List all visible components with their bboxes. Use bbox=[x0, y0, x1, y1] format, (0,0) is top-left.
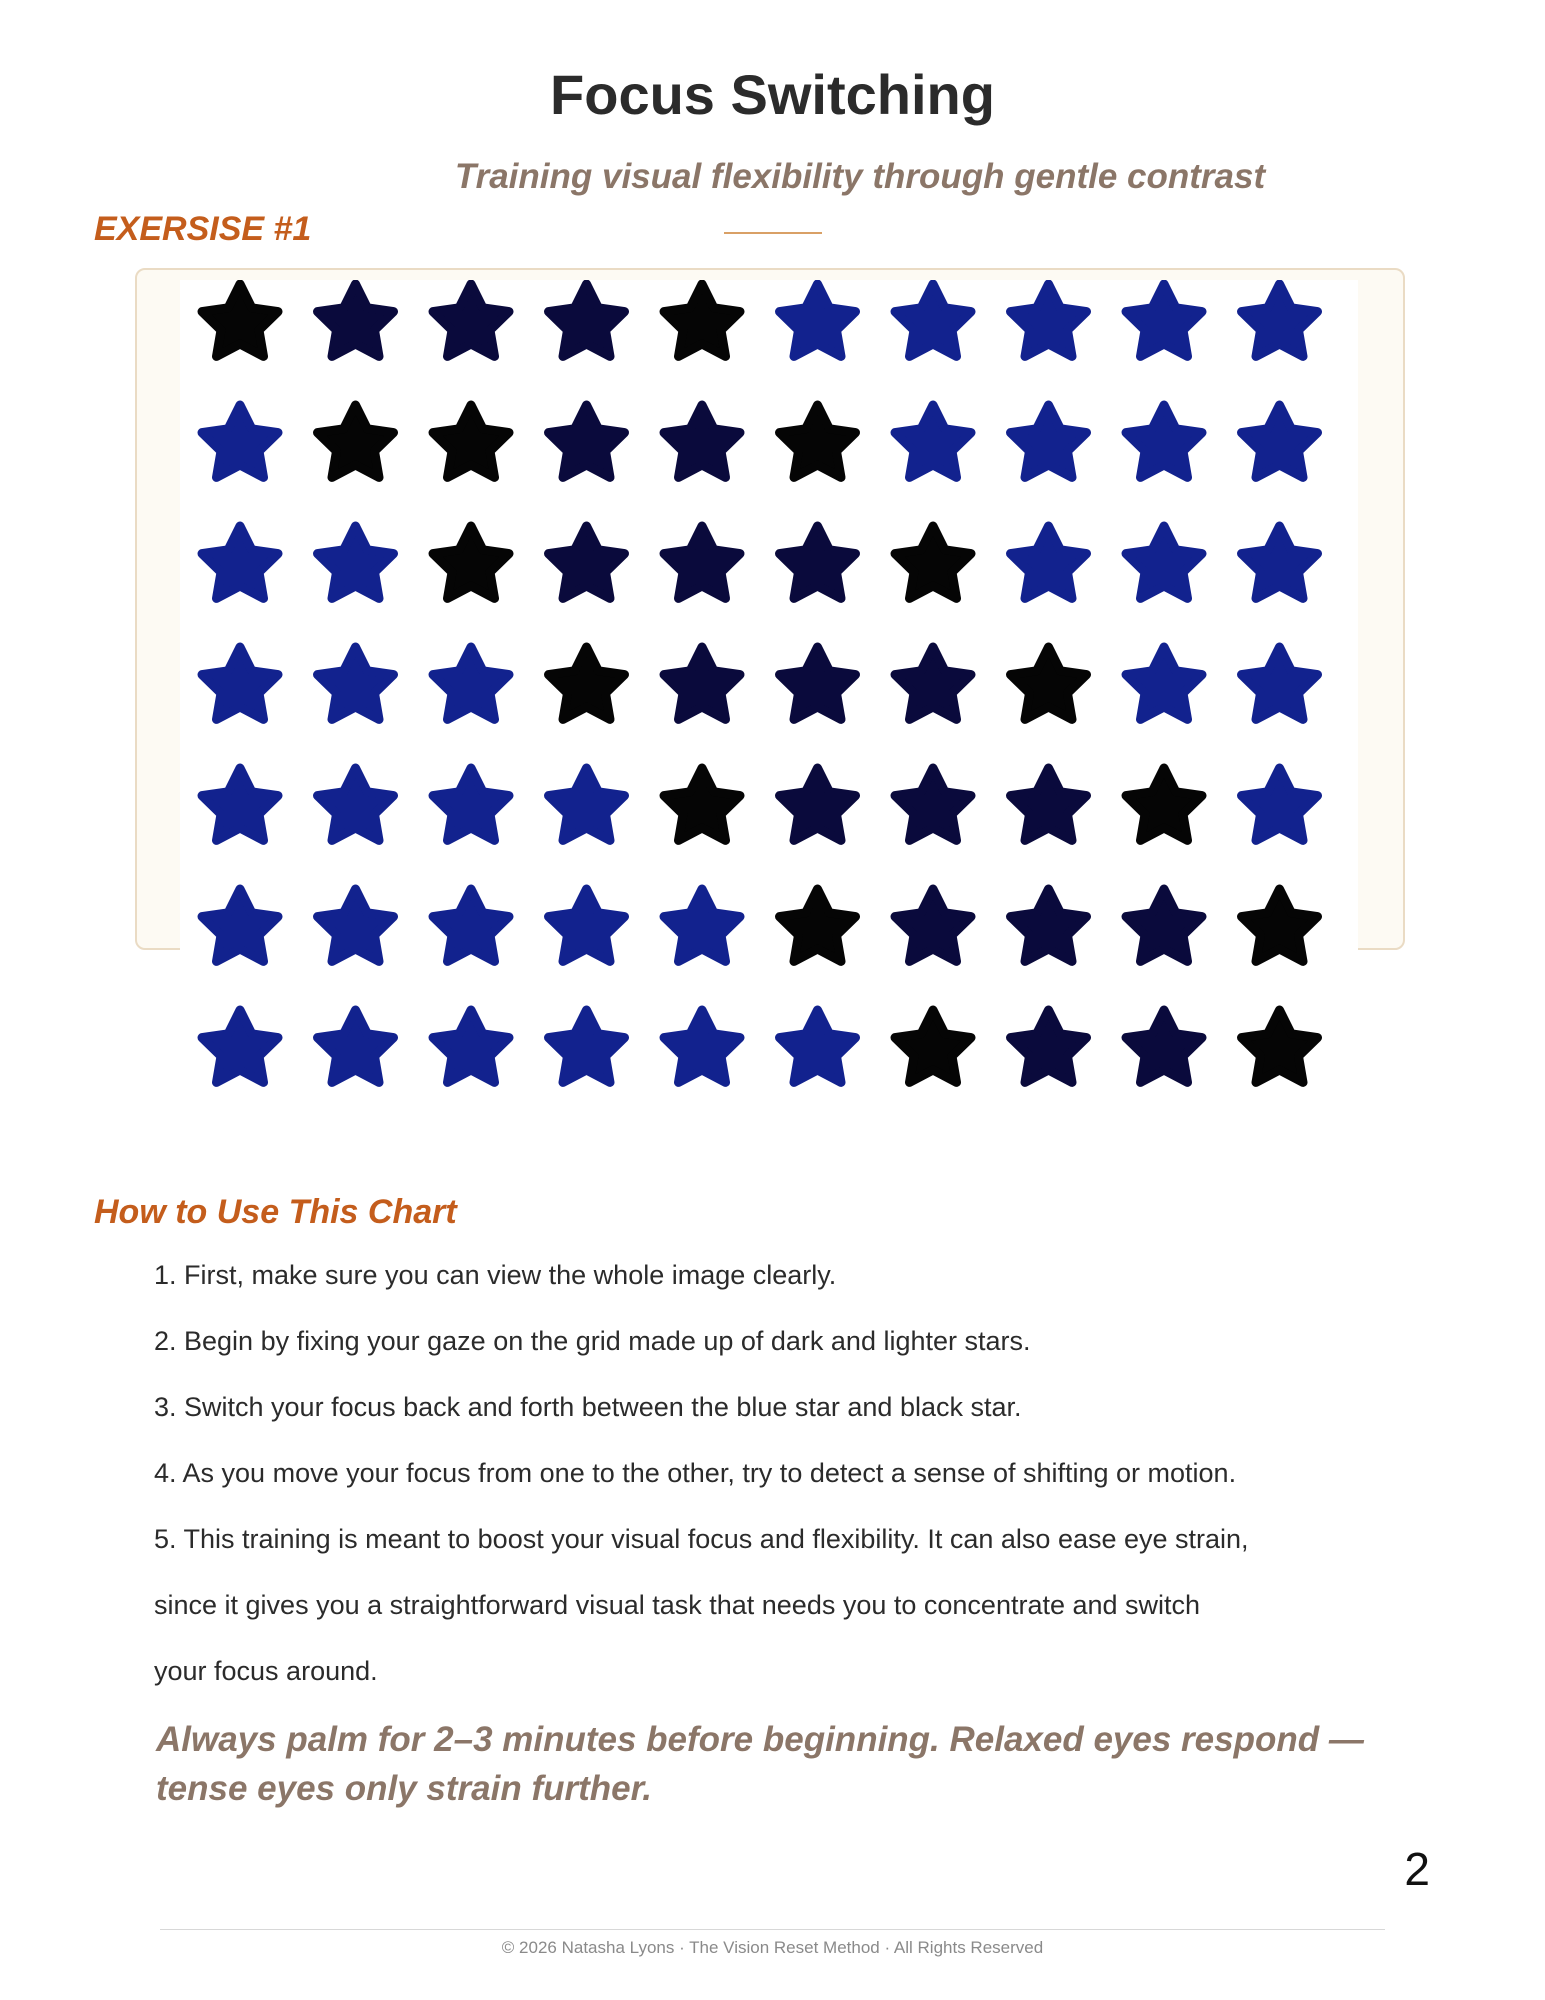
star-black bbox=[664, 284, 740, 356]
star-blue bbox=[895, 405, 971, 477]
star-blue bbox=[202, 405, 278, 477]
star-blue bbox=[202, 647, 278, 719]
star-black bbox=[1011, 647, 1087, 719]
star-blue bbox=[1126, 284, 1202, 356]
star-blue bbox=[318, 768, 394, 840]
star-blue bbox=[202, 889, 278, 961]
star-blue bbox=[1242, 284, 1318, 356]
star-blue bbox=[318, 889, 394, 961]
star-black bbox=[895, 1010, 971, 1082]
star-blue bbox=[1242, 526, 1318, 598]
star-navy bbox=[549, 284, 625, 356]
instructions-heading: How to Use This Chart bbox=[94, 1193, 457, 1231]
star-blue bbox=[549, 768, 625, 840]
page-number: 2 bbox=[1404, 1843, 1430, 1895]
star-blue bbox=[202, 526, 278, 598]
star-blue bbox=[549, 1010, 625, 1082]
copyright-footer: © 2026 Natasha Lyons · The Vision Reset Method · All Rights Reserved bbox=[501, 1938, 1044, 1957]
star-navy bbox=[895, 647, 971, 719]
star-blue bbox=[318, 526, 394, 598]
star-black bbox=[895, 526, 971, 598]
star-navy bbox=[780, 768, 856, 840]
star-navy bbox=[895, 889, 971, 961]
star-navy bbox=[1011, 889, 1087, 961]
star-black bbox=[202, 284, 278, 356]
instruction-step: 4. As you move your focus from one to the other, try to detect a sense of shifting or motion. bbox=[154, 1458, 1237, 1488]
star-blue bbox=[895, 284, 971, 356]
instruction-step: 1. First, make sure you can view the whole image clearly. bbox=[154, 1260, 837, 1290]
star-black bbox=[1242, 1010, 1318, 1082]
subtitle-divider bbox=[724, 232, 822, 234]
star-navy bbox=[1011, 768, 1087, 840]
star-black bbox=[780, 889, 856, 961]
star-black bbox=[549, 647, 625, 719]
star-grid-image bbox=[180, 280, 1358, 1100]
star-black bbox=[780, 405, 856, 477]
star-blue bbox=[780, 1010, 856, 1082]
star-blue bbox=[202, 1010, 278, 1082]
star-navy bbox=[549, 526, 625, 598]
page-subtitle: Training visual flexibility through gentle contrast bbox=[454, 157, 1266, 196]
star-blue bbox=[318, 647, 394, 719]
star-blue bbox=[1011, 405, 1087, 477]
star-black bbox=[1242, 889, 1318, 961]
page-title: Focus Switching bbox=[550, 63, 995, 126]
star-black bbox=[1126, 768, 1202, 840]
star-navy bbox=[664, 405, 740, 477]
star-navy bbox=[780, 647, 856, 719]
star-blue bbox=[1011, 526, 1087, 598]
star-blue bbox=[433, 889, 509, 961]
star-blue bbox=[318, 1010, 394, 1082]
star-black bbox=[318, 405, 394, 477]
star-blue bbox=[1011, 284, 1087, 356]
star-blue bbox=[202, 768, 278, 840]
instruction-step: 5. This training is meant to boost your visual focus and flexibility. It can also ease eye strain, bbox=[154, 1524, 1249, 1554]
footer-divider bbox=[160, 1929, 1385, 1930]
star-blue bbox=[549, 889, 625, 961]
star-navy bbox=[895, 768, 971, 840]
star-blue bbox=[780, 284, 856, 356]
star-navy bbox=[549, 405, 625, 477]
star-blue bbox=[433, 768, 509, 840]
instruction-step-continued: since it gives you a straightforward visual task that needs you to concentrate and switch bbox=[154, 1590, 1201, 1620]
instruction-step: 2. Begin by fixing your gaze on the grid made up of dark and lighter stars. bbox=[154, 1326, 1031, 1356]
star-navy bbox=[664, 647, 740, 719]
star-blue bbox=[1126, 405, 1202, 477]
star-blue bbox=[1242, 405, 1318, 477]
star-blue bbox=[1242, 647, 1318, 719]
star-blue bbox=[1126, 526, 1202, 598]
star-blue bbox=[1126, 647, 1202, 719]
star-blue bbox=[433, 1010, 509, 1082]
star-blue bbox=[664, 889, 740, 961]
palming-tip: Always palm for 2–3 minutes before beginning. Relaxed eyes respond — tense eyes only strain further. bbox=[156, 1720, 1364, 1808]
star-black bbox=[433, 526, 509, 598]
star-navy bbox=[433, 284, 509, 356]
star-navy bbox=[664, 526, 740, 598]
star-navy bbox=[1011, 1010, 1087, 1082]
star-blue bbox=[664, 1010, 740, 1082]
star-blue bbox=[1242, 768, 1318, 840]
star-black bbox=[664, 768, 740, 840]
star-navy bbox=[1126, 1010, 1202, 1082]
instruction-step: 3. Switch your focus back and forth between the blue star and black star. bbox=[154, 1392, 1022, 1422]
star-navy bbox=[1126, 889, 1202, 961]
star-grid bbox=[180, 280, 1358, 1100]
instruction-step-continued: your focus around. bbox=[154, 1656, 378, 1686]
star-black bbox=[433, 405, 509, 477]
star-blue bbox=[433, 647, 509, 719]
star-navy bbox=[318, 284, 394, 356]
exercise-label: EXERSISE #1 bbox=[94, 210, 312, 248]
star-navy bbox=[780, 526, 856, 598]
